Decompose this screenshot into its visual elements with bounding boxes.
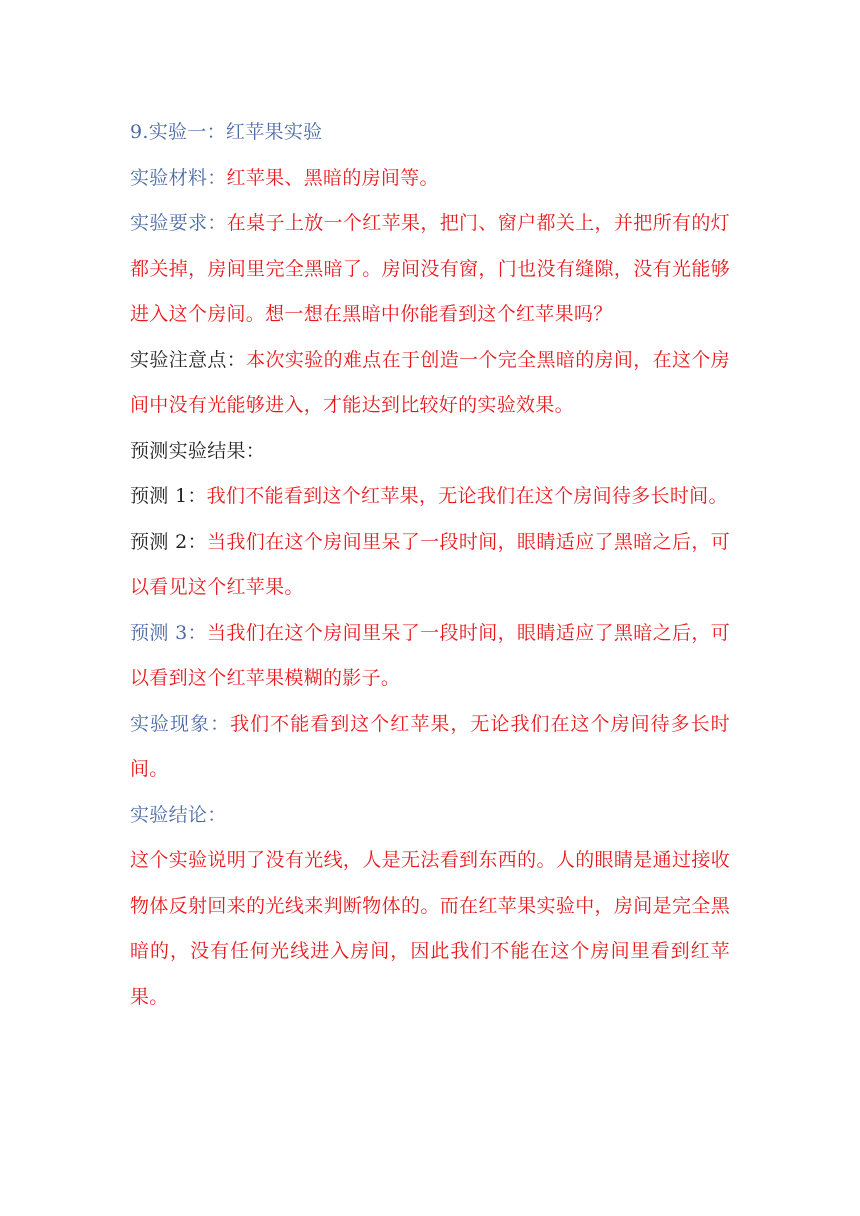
phenomenon-label: 实验现象： xyxy=(130,712,231,735)
requirements-paragraph xyxy=(130,201,730,338)
document-page xyxy=(130,110,730,1020)
materials-text: 红苹果、黑暗的房间等。 xyxy=(226,166,439,189)
prediction-2-text: 当我们在这个房间里呆了一段时间，眼睛适应了黑暗之后，可以看见这个红苹果。 xyxy=(130,530,730,598)
prediction-2-label: 预测 2： xyxy=(130,530,207,553)
materials-paragraph xyxy=(130,156,730,202)
phenomenon-paragraph xyxy=(130,702,730,793)
prediction-3-label: 预测 3： xyxy=(130,621,207,644)
prediction-3-paragraph xyxy=(130,611,730,702)
notes-paragraph xyxy=(130,338,730,429)
conclusion-paragraph: 这个实验说明了没有光线，人是无法看到东西的。人的眼睛是通过接收物体反射回来的光线来判断物体的。而在红苹果实验中，房间是完全黑暗的，没有任何光线进入房间，因此我们不能在这个房间里看到红苹果。 xyxy=(130,849,730,1008)
prediction-1-text: 我们不能看到这个红苹果，无论我们在这个房间待多长时间。 xyxy=(206,485,728,507)
materials-label: 实验材料： xyxy=(130,166,227,189)
requirements-label: 实验要求： xyxy=(130,212,227,234)
notes-text: 本次实验的难点在于创造一个完全黑暗的房间，在这个房间中没有光能够进入，才能达到比较好的实验效果。 xyxy=(130,348,730,416)
requirements-text: 在桌子上放一个红苹果，把门、窗户都关上，并把所有的灯都关掉，房间里完全黑暗了。房间没有窗，门也没有缝隙，没有光能够进入这个房间。想一想在黑暗中你能看到这个红苹果吗？ xyxy=(130,212,730,325)
notes-label: 实验注意点： xyxy=(130,348,247,371)
section-heading: 9.实验一：红苹果实验 xyxy=(130,121,323,143)
prediction-3-text: 当我们在这个房间里呆了一段时间，眼睛适应了黑暗之后，可以看到这个红苹果模糊的影子。 xyxy=(130,621,730,689)
prediction-2-paragraph xyxy=(130,520,730,611)
phenomenon-text: 我们不能看到这个红苹果，无论我们在这个房间待多长时间。 xyxy=(130,712,730,780)
prediction-heading: 预测实验结果： xyxy=(130,439,266,462)
prediction-1-paragraph xyxy=(130,474,730,520)
prediction-1-label: 预测 1： xyxy=(130,485,207,507)
conclusion-label: 实验结论： xyxy=(130,803,227,826)
